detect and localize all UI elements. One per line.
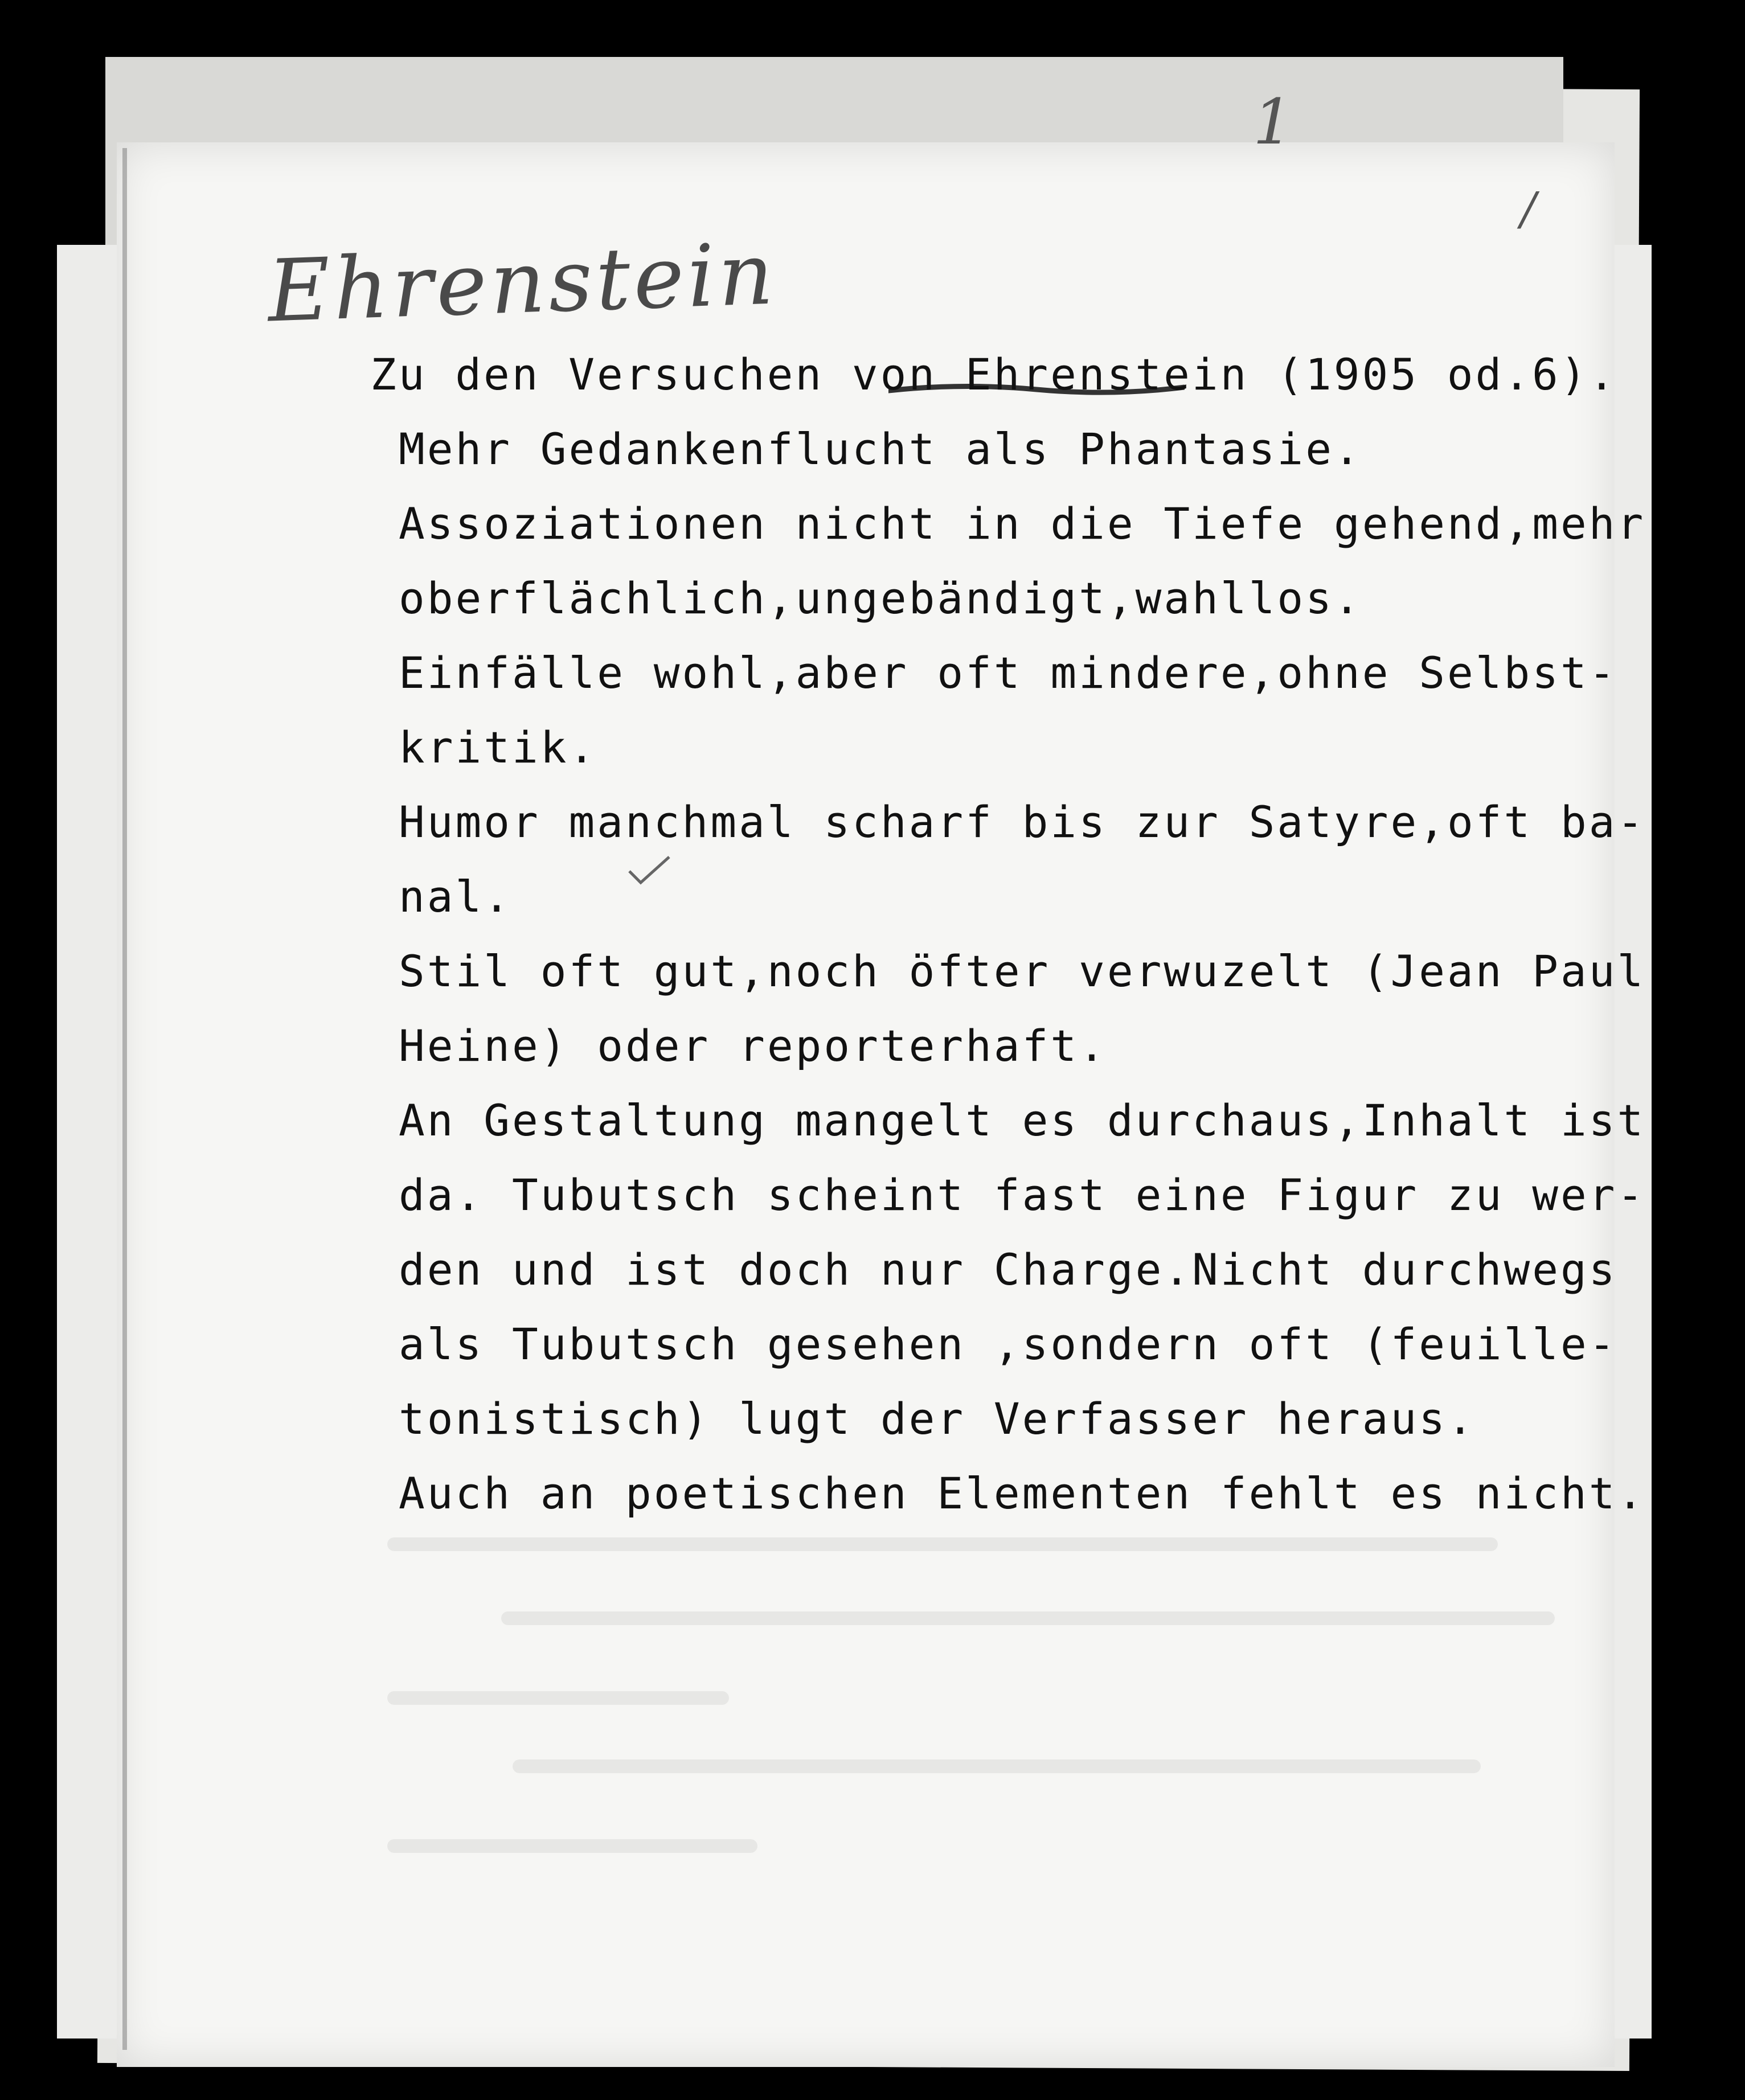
text-line: Humor manchmal scharf bis zur Satyre,oft ba- — [399, 797, 1646, 847]
text-line: Mehr Gedankenflucht als Phantasie. — [399, 424, 1362, 474]
text-line: Heine) oder reporterhaft. — [399, 1020, 1107, 1071]
text-line: Auch an poetischen Elementen fehlt es nicht. — [399, 1468, 1646, 1519]
text-line: Zu den Versuchen von Ehrenstein (1905 od.6). — [370, 349, 1617, 400]
page-edge — [122, 148, 127, 2050]
text-line: kritik. — [399, 722, 597, 773]
text-line: da. Tubutsch scheint fast eine Figur zu wer- — [399, 1170, 1646, 1220]
text-line: An Gestaltung mangelt es durchaus,Inhalt ist — [399, 1095, 1646, 1146]
bleed-through-line — [387, 1691, 729, 1705]
bleed-through-line — [513, 1759, 1481, 1773]
text-line: als Tubutsch gesehen ,sondern oft (feuille- — [399, 1319, 1617, 1369]
text-line: Einfälle wohl,aber oft mindere,ohne Selbst- — [399, 647, 1617, 698]
text-line: Assoziationen nicht in die Tiefe gehend,mehr — [399, 498, 1646, 549]
text-line: tonistisch) lugt der Verfasser heraus. — [399, 1393, 1476, 1444]
typed-text — [370, 337, 1646, 1531]
handwritten-heading: Ehrenstein — [266, 224, 779, 342]
text-line: den und ist doch nur Charge.Nicht durchwegs — [399, 1244, 1617, 1295]
text-line: Stil oft gut,noch öfter verwuzelt (Jean Paul — [399, 946, 1646, 996]
bleed-through-line — [387, 1839, 757, 1853]
text-line: oberflächlich,ungebändigt,wahllos. — [399, 573, 1362, 624]
corner-mark: / — [1521, 182, 1536, 235]
bleed-through-line — [501, 1611, 1555, 1625]
text-line: nal. — [399, 871, 513, 922]
page-number-mark: 1 — [1253, 85, 1293, 158]
bleed-through-line — [387, 1537, 1498, 1551]
